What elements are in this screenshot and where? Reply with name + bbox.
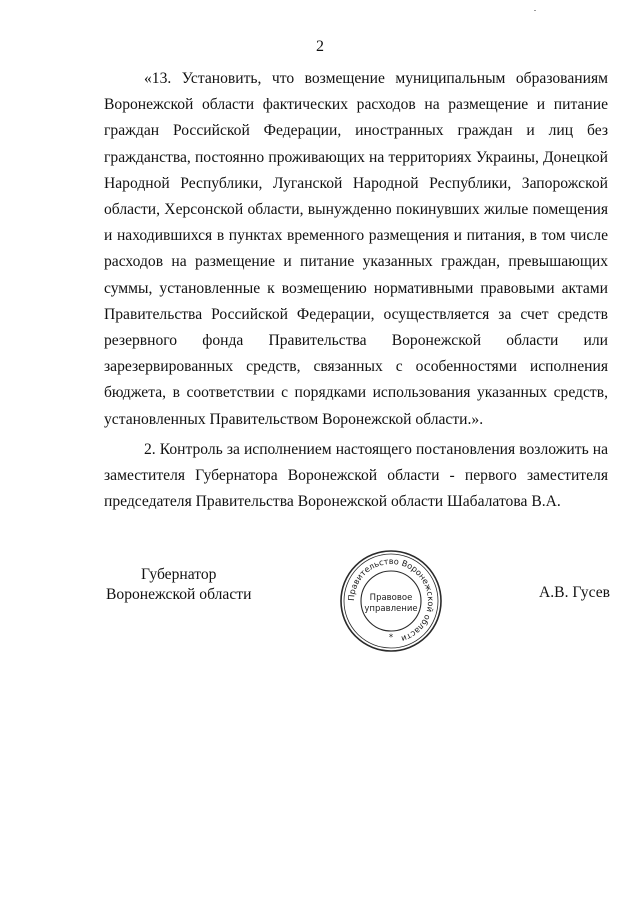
stamp-center-line2: управление (364, 604, 418, 614)
page-number: 2 (316, 38, 324, 55)
stamp-center-line1: Правовое (369, 593, 413, 603)
signatory-title-line1: Губернатор (140, 566, 217, 583)
official-stamp (338, 548, 444, 654)
paragraph-item-13: «13. Установить, что возмещение муниципальным образованиям Воронежской области фактических расходов на размещение и питание граждан Российской Федерации, иностранных граждан и лиц без гражданства, постоянно проживающих на территориях Украины, Донецкой Народной Республики, Луганской Народной Республики, Запорожской области, Херсонской области, вынужденно покинувших жилые помещения и находившихся в пунктах временного размещения и питания, в том числе расходов на размещение и питание указанных граждан, превышающих суммы, установленные к возмещению нормативными правовыми актами Правительства Российской Федерации, осуществляется за счет средств резервного фонда Правительства Воронежской области или зарезервированных средств, связанных с особенностями исполнения бюджета, в соответствии с порядками использования указанных средств, установленных Правительством Воронежской области.». (104, 70, 608, 428)
stamp-star: * (388, 633, 394, 643)
stamp-ring-text: Правительство Воронежской области (345, 555, 437, 645)
scan-artifact (534, 10, 536, 11)
signatory-title (106, 565, 251, 605)
signatory-title-line2: Воронежской области (106, 586, 252, 603)
document-body (104, 66, 608, 515)
signature-block (0, 555, 640, 660)
stamp-seal-icon (338, 548, 444, 654)
paragraph-item-2: 2. Контроль за исполнением настоящего постановления возложить на заместителя Губернатора Воронежской области - первого заместителя председателя Правительства Воронежской области Шабалатова В.А. (104, 440, 608, 511)
signatory-name: А.В. Гусев (539, 584, 610, 601)
